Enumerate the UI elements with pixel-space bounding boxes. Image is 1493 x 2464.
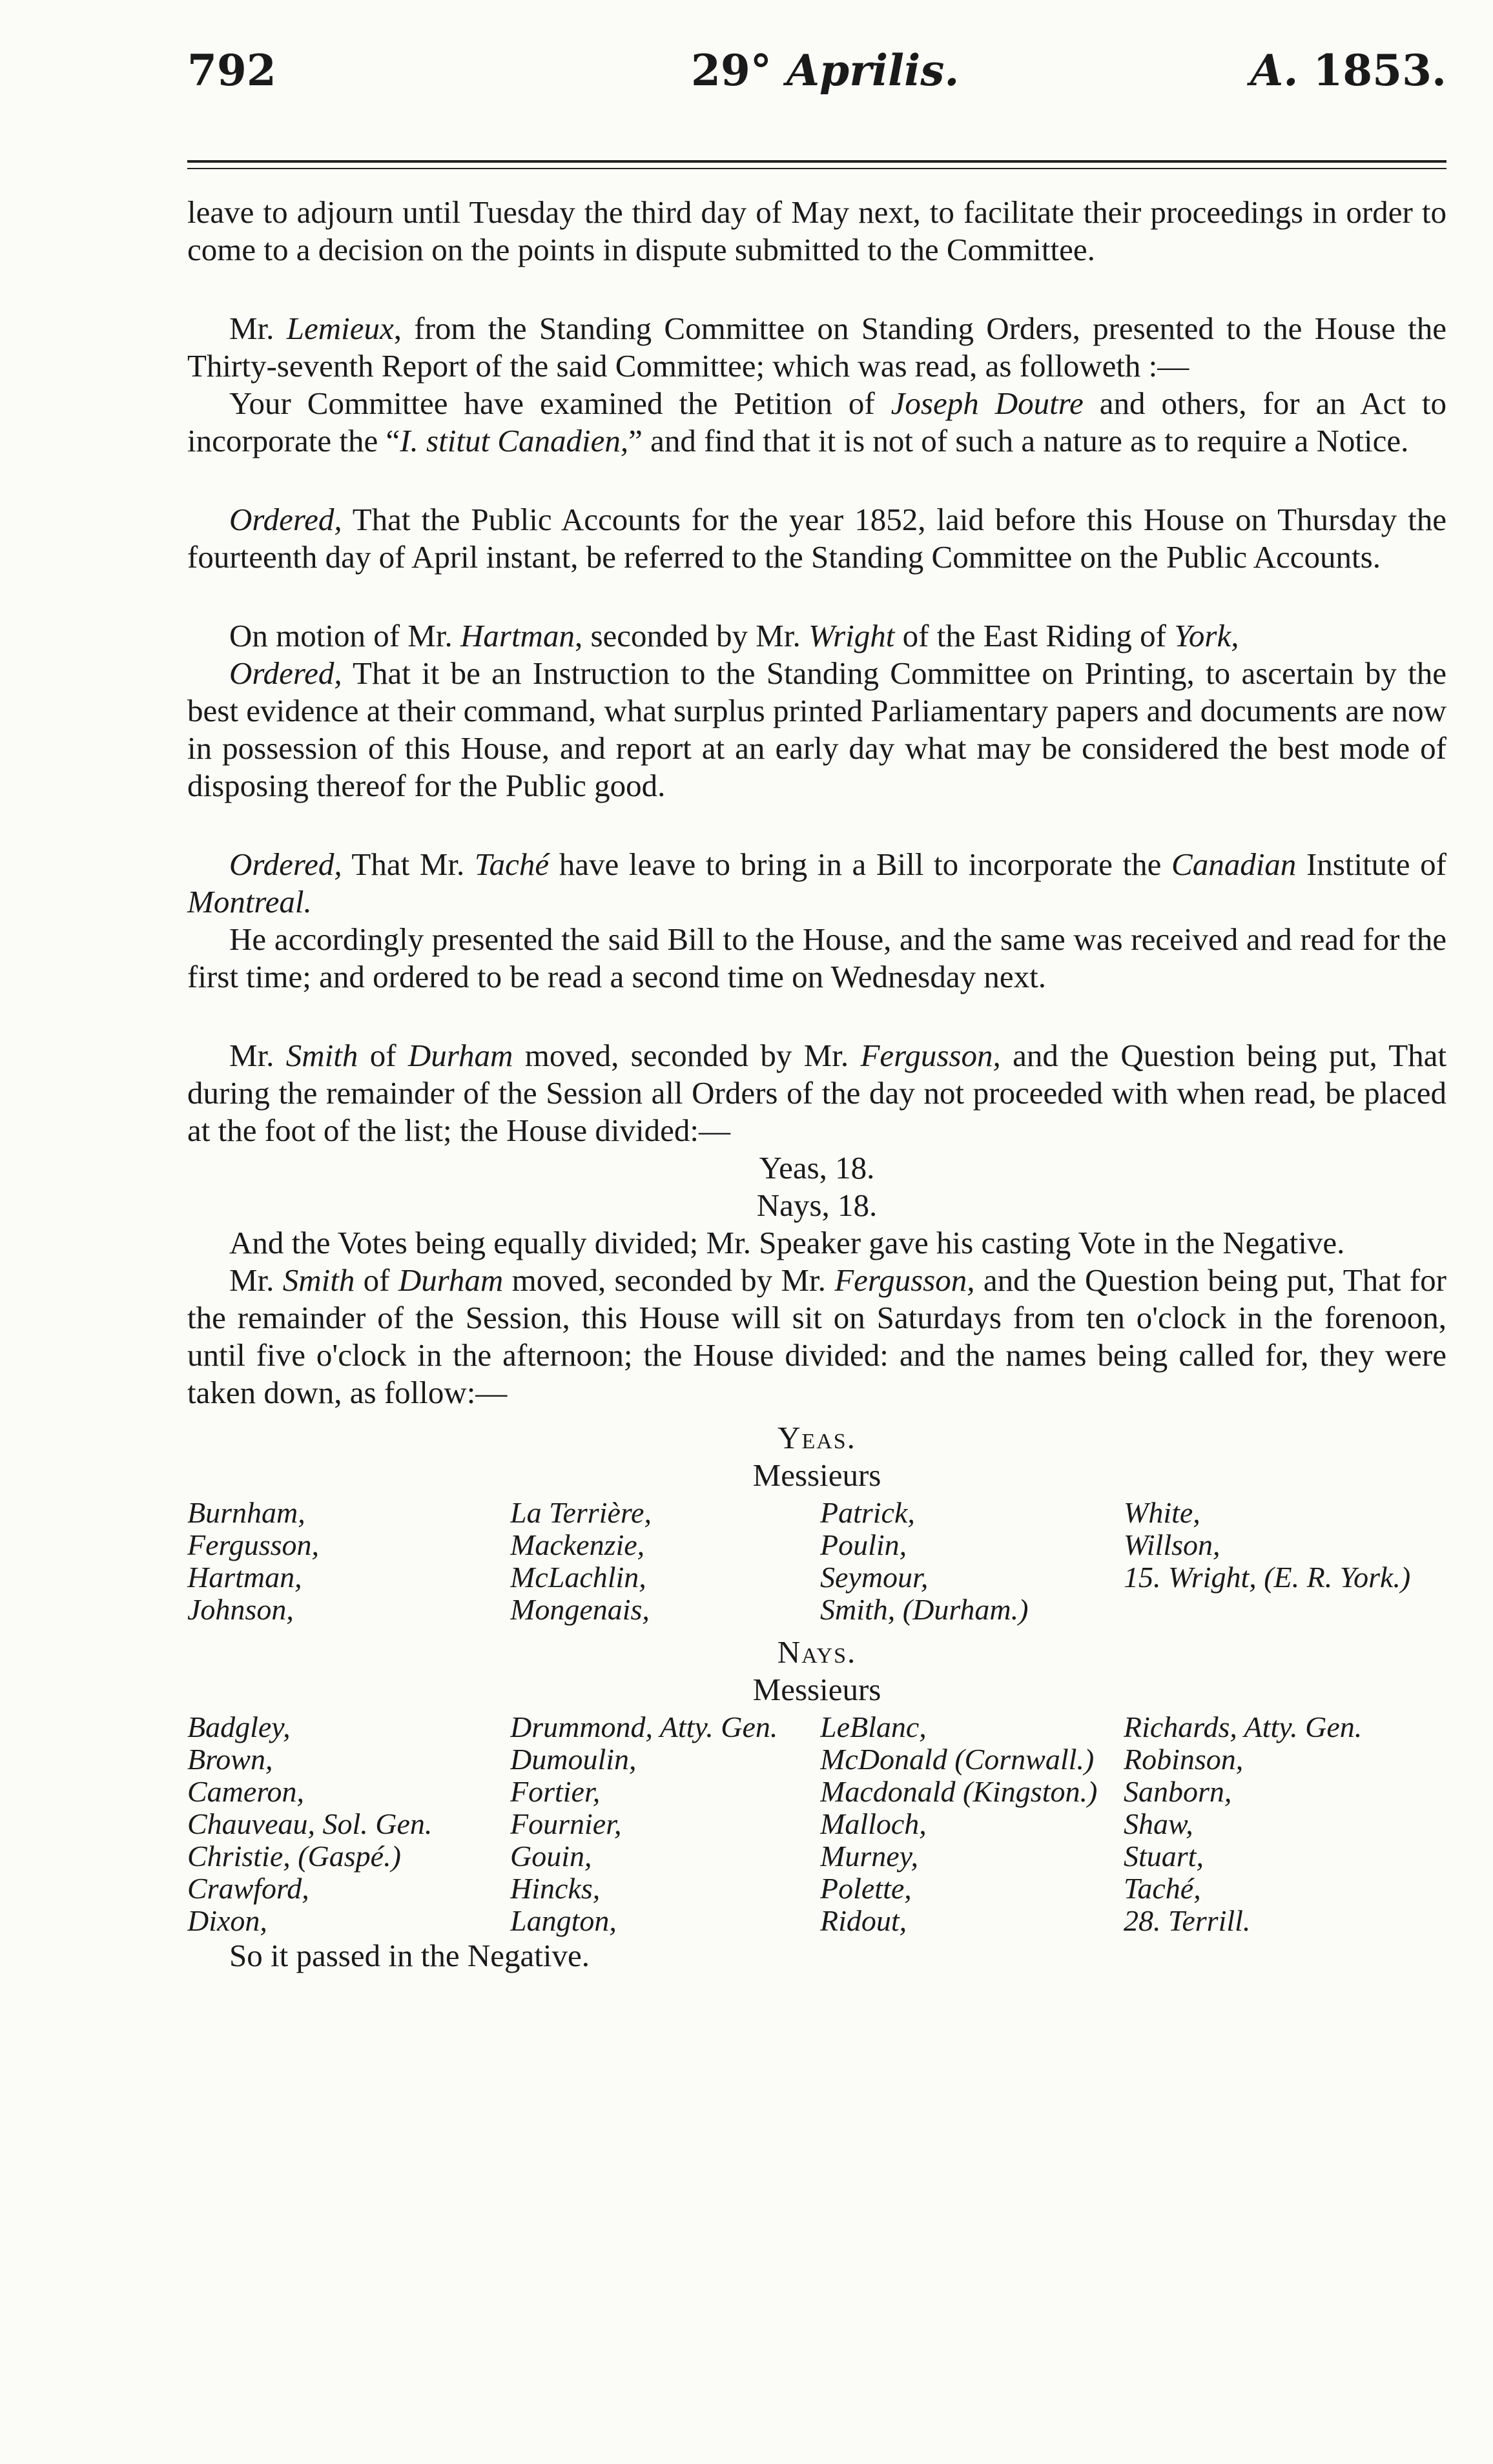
paragraph-equal-votes: And the Votes being equally divided; Mr. Speaker gave his casting Vote in the Negative.: [229, 1225, 1345, 1260]
member-name: Johnson,: [187, 1594, 294, 1626]
paragraph-smith-2: Mr. Smith of Durham moved, seconded by Mr. Fergusson, and the Question being put, That for the remainder of the Session, this House will sit on Saturdays from ten o'clock in the forenoon, until five o'clock in the afternoon; the House divided: and the names being called for, they were taken down, as follow:—: [187, 1262, 1447, 1410]
member-name: Ridout,: [820, 1905, 907, 1937]
nays-heading: Nays.: [777, 1634, 857, 1670]
header-date: 29° Aprilis.: [691, 45, 960, 96]
paragraph-smith-1: Mr. Smith of Durham moved, seconded by Mr. Fergusson, and the Question being put, That during the remainder of the Session all Orders of the day not proceeded with when read, be placed at the foot of the list; the House divided:—: [187, 1038, 1447, 1148]
member-name: Smith, (Durham.): [820, 1594, 1029, 1626]
member-name: Seymour,: [820, 1561, 929, 1594]
member-name: Shaw,: [1124, 1808, 1193, 1840]
member-name: Drummond, Atty. Gen.: [510, 1711, 778, 1743]
member-name: Chauveau, Sol. Gen.: [187, 1808, 433, 1840]
member-name: Polette,: [820, 1873, 912, 1905]
paragraph-lemieux: Mr. Lemieux, from the Standing Committee on Standing Orders, presented to the House the Thirty-seventh Report of the said Committee; which was read, as followeth :—: [187, 311, 1447, 384]
member-name: Langton,: [510, 1905, 617, 1937]
yeas-messieurs: Messieurs: [752, 1457, 881, 1493]
member-name: Sanborn,: [1124, 1776, 1232, 1808]
member-name: Malloch,: [820, 1808, 927, 1840]
member-name: Cameron,: [187, 1776, 305, 1808]
paragraph-closing: So it passed in the Negative.: [229, 1938, 590, 1973]
member-name: McLachlin,: [510, 1561, 646, 1594]
member-name: Fournier,: [510, 1808, 622, 1840]
member-name: La Terrière,: [510, 1497, 652, 1529]
member-name: Taché,: [1124, 1873, 1201, 1905]
member-name: Brown,: [187, 1743, 273, 1776]
member-name: Dixon,: [187, 1905, 267, 1937]
member-name: Hincks,: [510, 1873, 601, 1905]
yeas-heading: Yeas.: [777, 1420, 856, 1455]
journal-body: [187, 194, 1447, 1975]
member-name: [1124, 1594, 1447, 1626]
nays-messieurs: Messieurs: [752, 1672, 881, 1707]
member-name: 15. Wright, (E. R. York.): [1124, 1561, 1411, 1594]
member-name: Mackenzie,: [510, 1529, 645, 1561]
member-name: Patrick,: [820, 1497, 915, 1529]
yeas-count: Yeas, 18.: [759, 1150, 875, 1186]
member-name: Hartman,: [187, 1561, 302, 1594]
page-header: [187, 45, 1447, 116]
member-name: Dumoulin,: [510, 1743, 637, 1776]
page-number: 792: [187, 45, 276, 96]
header-year: A. 1853.: [1250, 45, 1447, 96]
member-name: Gouin,: [510, 1840, 592, 1873]
header-rule-thin: [187, 168, 1447, 169]
member-name: Macdonald (Kingston.): [820, 1776, 1098, 1808]
member-name: Christie, (Gaspé.): [187, 1840, 401, 1873]
paragraph-accounts: Ordered, That the Public Accounts for the year 1852, laid before this House on Thursday the fourteenth day of April instant, be referred to the Standing Committee on the Public Accounts.: [187, 502, 1447, 575]
member-name: Robinson,: [1124, 1743, 1244, 1776]
member-name: LeBlanc,: [820, 1711, 927, 1743]
member-name: 28. Terrill.: [1124, 1905, 1251, 1937]
member-name: Burnham,: [187, 1497, 305, 1529]
member-name: Mongenais,: [510, 1594, 650, 1626]
member-name: Willson,: [1124, 1529, 1220, 1561]
member-name: Crawford,: [187, 1873, 309, 1905]
member-name: Poulin,: [820, 1529, 907, 1561]
member-name: Fergusson,: [187, 1529, 320, 1561]
member-name: Stuart,: [1124, 1840, 1204, 1873]
paragraph-bill: He accordingly presented the said Bill to the House, and the same was received and read for the first time; and ordered to be read a second time on Wednesday next.: [187, 921, 1447, 994]
member-name: McDonald (Cornwall.): [820, 1743, 1095, 1776]
paragraph-motion-hartman: On motion of Mr. Hartman, seconded by Mr. Wright of the East Riding of York,: [229, 618, 1239, 653]
paragraph-adjourn: leave to adjourn until Tuesday the third day of May next, to facilitate their proceedings in order to come to a decision on the points in dispute submitted to the Committee.: [187, 194, 1447, 267]
member-name: Murney,: [820, 1840, 919, 1873]
member-name: White,: [1124, 1497, 1200, 1529]
member-name: Fortier,: [510, 1776, 601, 1808]
member-name: Badgley,: [187, 1711, 291, 1743]
paragraph-instruction: Ordered, That it be an Instruction to the Standing Committee on Printing, to ascertain by the best evidence at their command, what surplus printed Parliamentary papers and documents are now in possession of this House, and report at an early day what may be considered the best mode of disposing thereof for the Public good.: [187, 655, 1447, 803]
header-rule: [187, 160, 1447, 163]
paragraph-report: Your Committee have examined the Petition of Joseph Doutre and others, for an Act to incorporate the “I. stitut Canadien,” and find that it is not of such a nature as to require a Notice.: [187, 385, 1447, 458]
paragraph-tache: Ordered, That Mr. Taché have leave to bring in a Bill to incorporate the Canadian Institute of Montreal.: [187, 847, 1447, 919]
member-name: Richards, Atty. Gen.: [1124, 1711, 1363, 1743]
nays-name-list: [187, 1711, 1447, 1937]
nays-count: Nays, 18.: [756, 1187, 878, 1223]
yeas-name-list: [187, 1497, 1447, 1626]
